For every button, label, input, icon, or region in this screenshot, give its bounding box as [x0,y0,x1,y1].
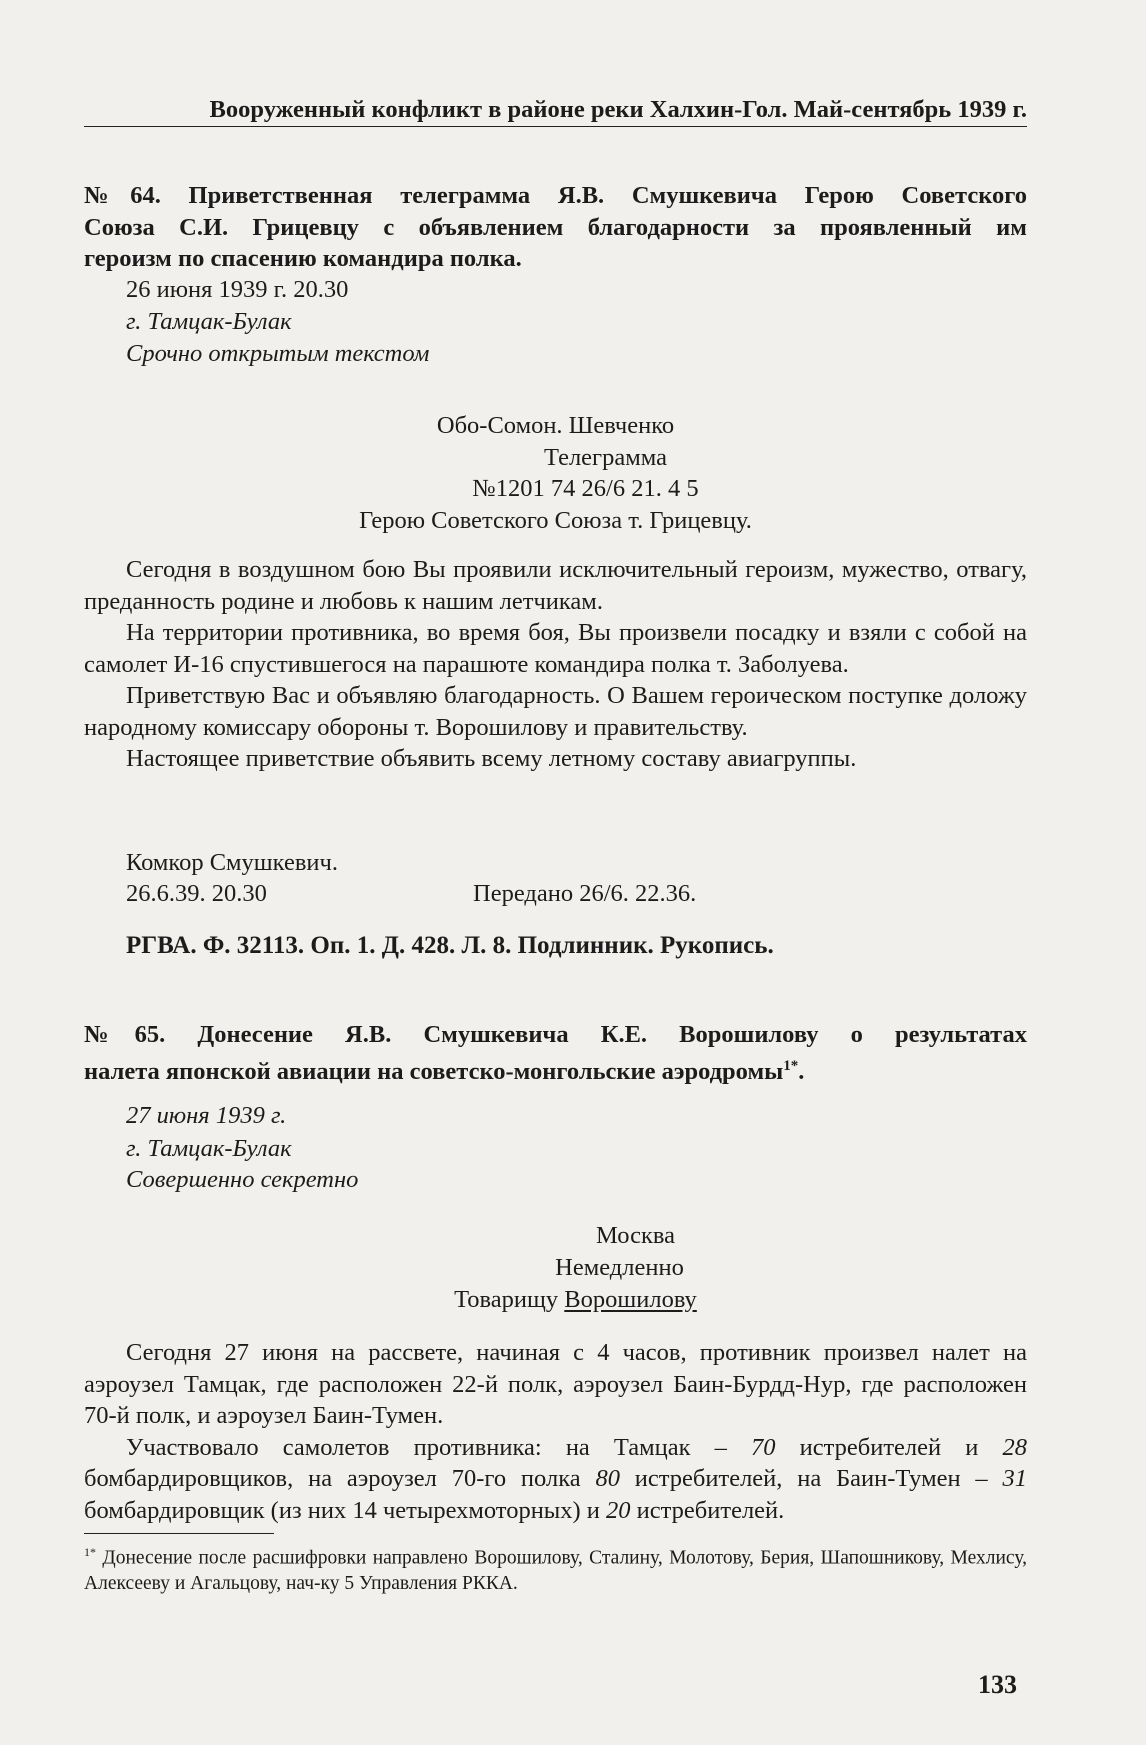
doc64-paragraph: На территории противника, во время боя, Вы произвели посадку и взяли с собой на самолет И-16 спустившегося на парашюте командира полка т. Заболуева. [84,619,1027,678]
doc64-source: РГВА. Ф. 32113. Оп. 1. Д. 428. Л. 8. Подлинник. Рукопись. [126,932,774,959]
doc64-signed-datetime: 26.6.39. 20.30 [126,880,267,907]
page-number: 133 [978,1670,1017,1699]
italic-number: 70 [751,1433,776,1461]
doc65-footnote-mark[interactable]: 1* [783,1057,799,1074]
doc64-title-line: Союза С.И. Грицевцу с объявлением благодарности за проявленный им [84,213,1027,241]
running-header: Вооруженный конфликт в районе реки Халхин-Гол. Май-сентябрь 1939 г. [209,96,1027,123]
doc65-place: г. Тамцак-Булак [126,1135,292,1162]
italic-number: 20 [606,1496,631,1524]
doc64-date: 26 июня 1939 г. 20.30 [126,276,349,303]
doc65-title-line [84,1051,1027,1088]
text-run: бомбардировщиков, на аэроузел 70-го полка [84,1465,596,1492]
italic-number: 31 [1002,1465,1027,1492]
footnote-rule [84,1533,274,1534]
doc65-title-line: №65. Донесение Я.В. Смушкевича К.Е. Ворошилову о результатах [84,1021,1027,1048]
italic-number: 28 [1002,1433,1027,1461]
doc64-paragraph: Настоящее приветствие объявить всему летному составу авиагруппы. [126,745,857,772]
footnote [84,1540,1027,1596]
doc64-body [84,554,1027,775]
doc64-addressee: Герою Советского Союза т. Грицевцу. [359,507,752,534]
text-run: бомбардировщик (из них 14 четырехмоторных) и [84,1496,607,1524]
doc65-title [84,1019,1027,1087]
doc65-addressee [84,1284,1027,1316]
doc64-doc-type: Телеграмма [544,444,667,471]
text-run: истребителей. [630,1496,785,1524]
doc64-title [84,180,1027,275]
doc64-paragraph: Сегодня в воздушном бою Вы проявили исключительный героизм, мужество, отвагу, преданность родине и любовь к нашим летчикам. [84,556,1027,615]
doc64-place: г. Тамцак-Булак [126,308,292,335]
doc65-city: Москва [596,1222,675,1249]
doc65-title-text: налета японской авиации на советско-монгольские аэродромы [84,1057,784,1085]
text-run: истребителей, на Баин-Тумен – [619,1465,1003,1492]
doc64-address-to: Обо-Сомон. Шевченко [436,412,675,439]
doc64-title-line: №64. Приветственная телеграмма Я.В. Смушкевича Герою Советского [84,182,1027,209]
doc64-mode: Срочно открытым текстом [126,340,430,367]
doc64-doc-number: №1201 74 26/6 21. 4 5 [472,475,699,502]
doc65-addressee-name: Ворошилову [564,1286,697,1313]
footnote-mark: 1* [84,1545,96,1559]
header-rule [84,126,1027,127]
doc65-title-end: . [798,1057,805,1085]
doc65-secrecy: Совершенно секретно [126,1166,359,1193]
doc64-paragraph: Приветствую Вас и объявляю благодарность. О Вашем героическом поступке доложу народному комиссару обороны т. Ворошилову и правительству. [84,682,1027,741]
footnote-text: Донесение после расшифровки направлено Ворошилову, Сталину, Молотову, Берия, Шапошникову, Мехлису, Алексееву и Агальцову, нач-ку 5 Управления РККА. [84,1547,1027,1594]
doc64-transmitted: Передано 26/6. 22.36. [473,880,697,907]
doc65-date: 27 июня 1939 г. [126,1102,287,1129]
doc65-paragraph [84,1432,1027,1527]
italic-number: 80 [595,1465,620,1492]
doc64-title-line: героизм по спасению командира полка. [84,245,522,272]
text-run: Участвовало самолетов противника: на Тамцак – [126,1433,752,1461]
doc65-urgency: Немедленно [555,1254,684,1281]
doc64-signature: Комкор Смушкевич. [126,849,338,876]
doc65-paragraph: Сегодня 27 июня на рассвете, начиная с 4 часов, противник произвел налет на аэроузел Тамцак, где расположен 22-й полк, аэроузел Баин-Бурдд-Нур, где расположен 70-й полк, и аэроузел Баин-Тумен. [84,1339,1027,1429]
text-run: истребителей и [775,1433,1003,1461]
doc65-addressee-prefix: Товарищу [454,1286,565,1313]
doc65-body [84,1337,1027,1526]
